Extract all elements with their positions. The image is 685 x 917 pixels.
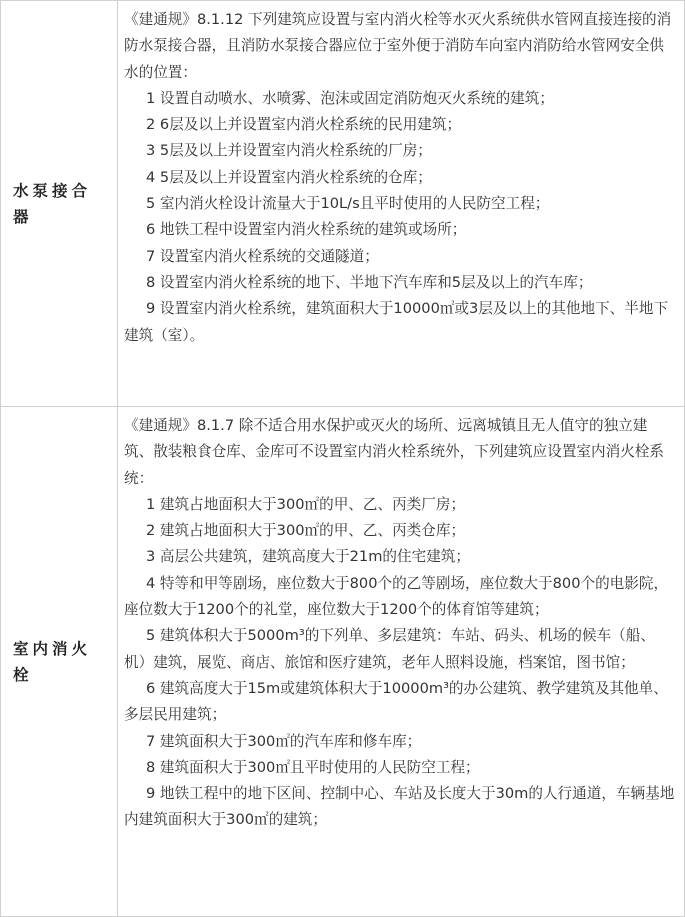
- clause-item: 2 6层及以上并设置室内消火栓系统的民用建筑；: [146, 116, 462, 134]
- clause-item: 3 高层公共建筑，建筑高度大于21m的住宅建筑；: [146, 548, 470, 566]
- clause-item: 4 5层及以上并设置室内消火栓系统的仓库；: [146, 168, 432, 186]
- clause-item: 3 5层及以上并设置室内消火栓系统的厂房；: [146, 142, 432, 160]
- clause-item: 8 设置室内消火栓系统的地下、半地下汽车库和5层及以上的汽车库；: [146, 273, 593, 291]
- clause-item: 6 地铁工程中设置室内消火栓系统的建筑或场所；: [146, 221, 467, 239]
- clause-item: 2 建筑占地面积大于300㎡的甲、乙、丙类仓库；: [146, 522, 466, 540]
- clause-item: 5 室内消火栓设计流量大于10L/s且平时使用的人民防空工程；: [146, 195, 550, 213]
- clause-item: 6 建筑高度大于15m或建筑体积大于10000m³的办公建筑、教学建筑及其他单、多层民用建筑；: [124, 679, 668, 724]
- clause-intro: 《建通规》8.1.12 下列建筑应设置与室内消火栓等水灭火系统供水管网直接连接的消防水泵接合器，且消防水泵接合器应位于室外便于消防车向室内消防给水管网安全供水的位置：: [124, 11, 672, 81]
- clause-item: 8 建筑面积大于300㎡且平时使用的人民防空工程；: [146, 758, 480, 776]
- clause-item: 9 设置室内消火栓系统，建筑面积大于10000㎡或3层及以上的其他地下、半地下建筑（室）。: [124, 300, 669, 344]
- clause-item: 7 设置室内消火栓系统的交通隧道；: [146, 247, 379, 265]
- clause-item: 7 建筑面积大于300㎡的汽车库和修车库；: [146, 732, 422, 750]
- clause-item: 5 建筑体积大于5000m³的下列单、多层建筑：车站、码头、机场的候车（船、机）建筑，展览、商店、旅馆和医疗建筑，老年人照料设施，档案馆，图书馆；: [124, 627, 655, 671]
- row-label-cell: [1, 1, 118, 407]
- row-label-cell: [1, 407, 118, 917]
- clause-item: 9 地铁工程中的地下区间、控制中心、车站及长度大于30m的人行通道，车辆基地内建筑面积大于300㎡的建筑；: [124, 785, 675, 829]
- table-row-indoor-hydrant: [1, 407, 685, 917]
- row-content-cell: [118, 407, 685, 917]
- row-content-cell: [118, 1, 685, 407]
- clause-item: 1 建筑占地面积大于300㎡的甲、乙、丙类厂房；: [146, 495, 466, 513]
- row-label: 水泵接合器: [13, 181, 92, 226]
- clause-item: 1 设置自动喷水、水喷雾、泡沫或固定消防炮灭火系统的建筑；: [146, 89, 554, 107]
- clause-item: 4 特等和甲等剧场，座位数大于800个的乙等剧场，座位数大于800个的电影院，座位数大于1200个的礼堂，座位数大于1200个的体育馆等建筑；: [124, 574, 669, 619]
- clause-intro: 《建通规》8.1.7 除不适合用水保护或灭火的场所、远离城镇且无人值守的独立建筑、散装粮食仓库、金库可不设置室内消火栓系统外，下列建筑应设置室内消火栓系统：: [124, 417, 664, 487]
- table-row-pump-adapter: [1, 1, 685, 407]
- row-label: 室内消火栓: [13, 639, 92, 684]
